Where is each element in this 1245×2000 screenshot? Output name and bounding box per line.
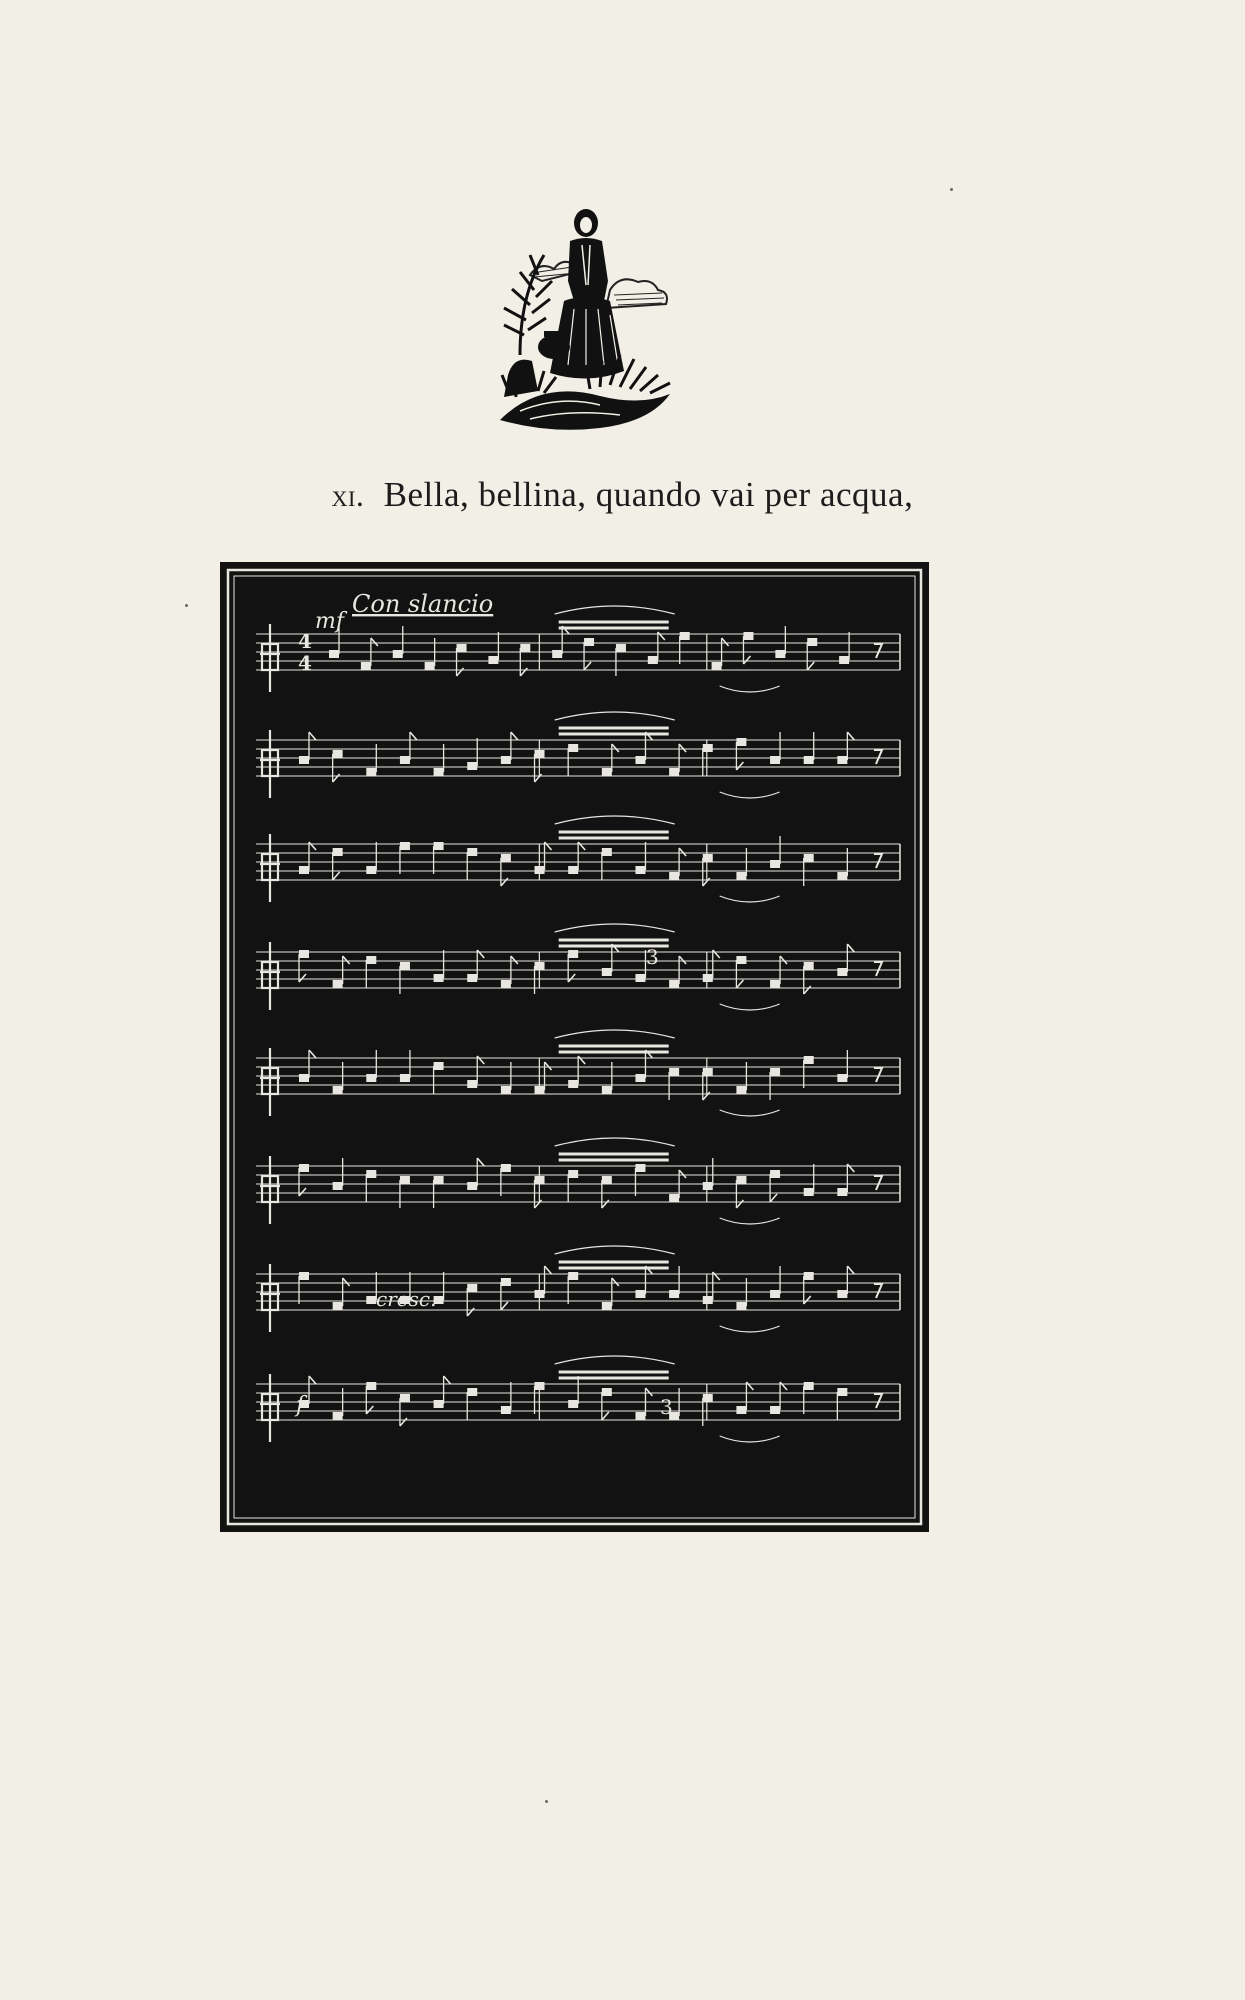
song-number: xi.	[331, 477, 365, 513]
staff-1	[256, 606, 900, 692]
staff-5	[256, 1030, 900, 1116]
song-title-text: Bella, bellina, quando vai per acqua,	[383, 475, 914, 514]
song-title	[0, 475, 1245, 515]
staff-7	[256, 1246, 900, 1332]
paper-speck	[950, 188, 953, 191]
staff-3	[256, 816, 900, 902]
woodcut-woman-with-water-jar-icon	[490, 205, 680, 445]
staff-6	[256, 1138, 900, 1224]
dynamic-mezzo-forte: mf	[315, 609, 345, 634]
triplet-mark: 3	[646, 945, 659, 969]
music-score-panel	[220, 562, 929, 1532]
dynamic-forte: f	[296, 1393, 305, 1418]
time-signature-top: 4	[298, 629, 312, 653]
staff-4	[256, 924, 900, 1010]
crescendo-marking: cresc.	[376, 1287, 437, 1311]
music-score	[220, 562, 929, 1532]
tempo-marking: Con slancio	[352, 590, 494, 618]
staff-2	[256, 712, 900, 798]
paper-speck	[545, 1800, 548, 1803]
paper-speck	[185, 604, 188, 607]
staff-8	[256, 1356, 900, 1442]
triplet-mark-2: 3	[660, 1395, 673, 1419]
time-signature-bottom: 4	[298, 651, 312, 675]
